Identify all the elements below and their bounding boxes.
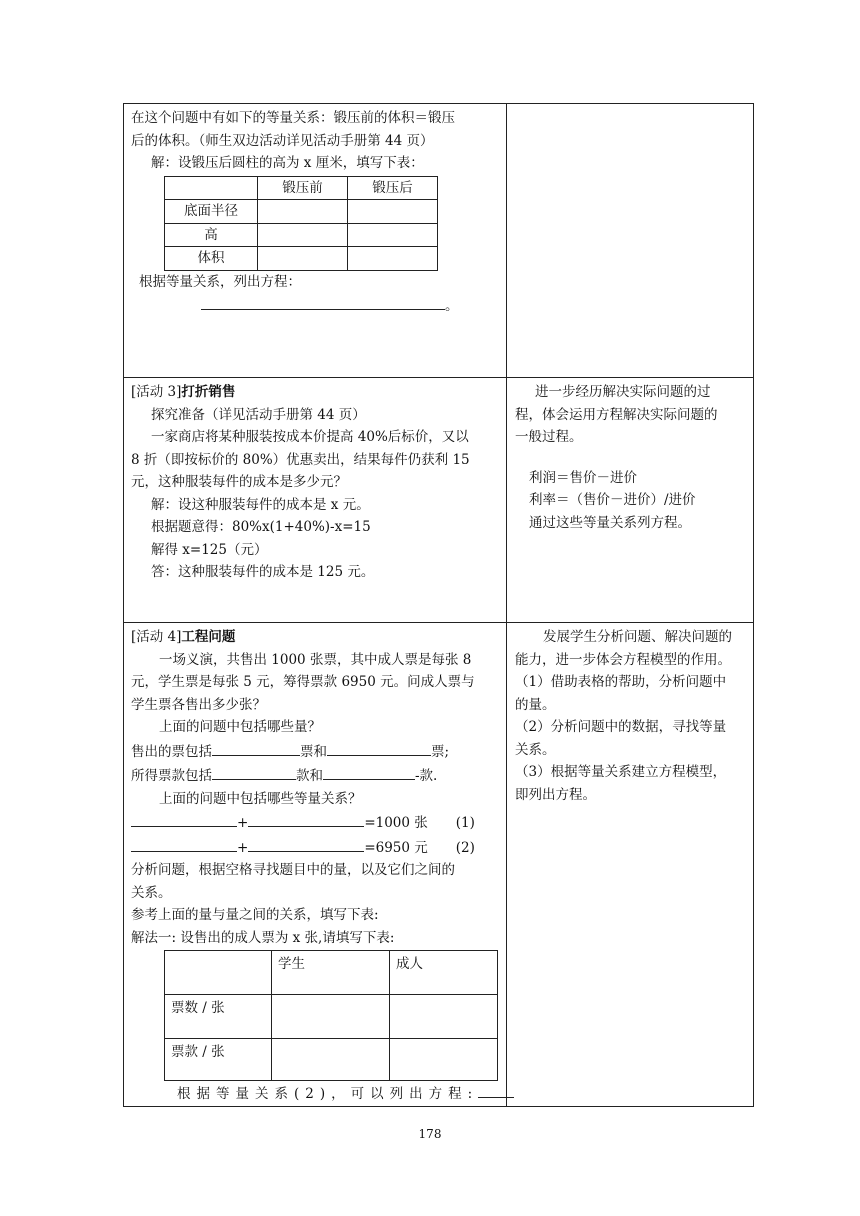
equation-1: + =1000 张 (1) xyxy=(131,810,500,835)
table-row-label: 票数 / 张 xyxy=(165,995,272,1039)
text-line: 8 折（即按标价的 80%）优惠卖出，结果每件仍获利 15 xyxy=(131,451,470,468)
text-line: 分析问题，根据空格寻找题目中的量，以及它们之间的 xyxy=(131,862,455,878)
table-row-label: 体积 xyxy=(165,247,258,271)
cell-notes-empty xyxy=(507,104,754,378)
table-row-3 xyxy=(124,623,754,1107)
ticket-table xyxy=(164,950,498,1081)
text-line: （2）分析问题中的数据，寻找等量 xyxy=(515,719,727,735)
cell-discount-notes xyxy=(507,378,754,623)
text-line: 关系。 xyxy=(131,884,172,901)
equation-blank-line xyxy=(131,293,500,318)
fill-blank xyxy=(248,835,364,852)
text-line: 根据等量关系，列出方程： xyxy=(139,273,301,290)
cell-ticket-activity xyxy=(124,623,507,1107)
table-blank-cell xyxy=(390,995,498,1039)
text-line: 关系。 xyxy=(515,741,556,758)
forging-table xyxy=(164,176,438,271)
text-line: 元，学生票是每张 5 元，筹得票款 6950 元。问成人票与 xyxy=(131,674,475,690)
fill-blank xyxy=(131,835,237,852)
text-line: 发展学生分析问题、解决问题的 xyxy=(543,629,732,645)
text-line: 答：这种服装每件的成本是 125 元。 xyxy=(151,564,375,580)
cell-volume-problem xyxy=(124,104,507,378)
text-line: （3）根据等量关系建立方程模型， xyxy=(515,764,727,780)
table-blank-cell xyxy=(348,200,438,224)
text-line: 进一步经历解决实际问题的过 xyxy=(535,384,711,400)
text-line: 一般过程。 xyxy=(515,429,583,445)
text-line: 学生票各售出多少张？ xyxy=(131,696,266,713)
table-header-cell xyxy=(165,951,272,995)
table-blank-cell xyxy=(348,223,438,247)
text-line: 一家商店将某种服装按成本价提高 40%后标价，又以 xyxy=(151,429,469,445)
text-line: 上面的问题中包括哪些等量关系？ xyxy=(159,790,362,807)
equation-2: + =6950 元 (2) xyxy=(131,835,500,860)
text-line: 解得 x=125（元） xyxy=(151,541,268,558)
fill-blank xyxy=(201,293,445,310)
formula-rate: 利率＝（售价－进价）/进价 xyxy=(529,492,696,508)
text-line: 上面的问题中包括哪些量？ xyxy=(159,719,321,735)
text-line: 即列出方程。 xyxy=(515,786,596,803)
table-blank-cell xyxy=(272,995,390,1039)
formula-profit: 利润＝售价－进价 xyxy=(529,469,637,486)
lesson-table xyxy=(123,103,754,1107)
text-line: 后的体积。（师生双边活动详见活动手册第 44 页） xyxy=(131,132,434,149)
page-number: 178 xyxy=(418,1127,442,1141)
text-line: 的量。 xyxy=(515,696,556,713)
table-header-cell xyxy=(165,176,258,200)
table-blank-cell xyxy=(272,1039,390,1081)
table-header-cell: 学生 xyxy=(272,951,390,995)
text-line: 解：设这种服装每件的成本是 x 元。 xyxy=(151,496,370,513)
table-row-label: 高 xyxy=(165,223,258,247)
ticket-blank-line: 售出的票包括 票和 票; xyxy=(131,739,500,764)
table-blank-cell xyxy=(258,223,348,247)
text-line: （1）借助表格的帮助，分析问题中 xyxy=(515,674,727,690)
table-row-label: 底面半径 xyxy=(165,200,258,224)
text-line: 元，这种服装每件的成本是多少元？ xyxy=(131,474,347,490)
activity-title: [活动 3]打折销售 xyxy=(131,384,236,400)
fill-blank xyxy=(212,739,300,756)
cell-discount-activity xyxy=(124,378,507,623)
equation-prompt-line: 根据等量关系(2)，可以列出方程: xyxy=(131,1081,500,1106)
fill-blank xyxy=(131,810,237,827)
cell-ticket-notes xyxy=(507,623,754,1107)
table-row-1 xyxy=(124,104,754,378)
text-line: 一场义演，共售出 1000 张票，其中成人票是每张 8 xyxy=(159,651,472,668)
table-blank-cell xyxy=(258,247,348,271)
activity-title: [活动 4]工程问题 xyxy=(131,629,236,645)
text-line: 程，体会运用方程解决实际问题的 xyxy=(515,406,718,423)
fill-blank xyxy=(323,763,415,780)
table-header-cell: 锻压前 xyxy=(258,176,348,200)
text-line: 根据题意得：80%x(1+40%)-x=15 xyxy=(151,519,371,535)
fill-blank xyxy=(327,739,431,756)
text-line: 解：设锻压后圆柱的高为 x 厘米，填写下表： xyxy=(151,155,424,171)
table-blank-cell xyxy=(258,200,348,224)
money-blank-line: 所得票款包括 款和 -款. xyxy=(131,763,500,788)
table-row-label: 票款 / 张 xyxy=(165,1039,272,1081)
text-line: 解法一: 设售出的成人票为 x 张,请填写下表: xyxy=(131,929,395,946)
fill-blank xyxy=(248,810,364,827)
text-line: 探究准备（详见活动手册第 44 页） xyxy=(151,406,366,423)
table-blank-cell xyxy=(348,247,438,271)
table-blank-cell xyxy=(390,1039,498,1081)
table-header-cell: 成人 xyxy=(390,951,498,995)
text-line: 在这个问题中有如下的等量关系：锻压前的体积＝锻压 xyxy=(131,110,455,126)
text-line: 通过这些等量关系列方程。 xyxy=(529,514,691,531)
fill-blank xyxy=(212,763,296,780)
period: 。 xyxy=(445,298,459,314)
text-line: 参考上面的量与量之间的关系，填写下表: xyxy=(131,907,379,923)
fill-blank xyxy=(478,1081,514,1098)
table-row-2 xyxy=(124,378,754,623)
text-line: 能力，进一步体会方程模型的作用。 xyxy=(515,651,731,668)
table-header-cell: 锻压后 xyxy=(348,176,438,200)
